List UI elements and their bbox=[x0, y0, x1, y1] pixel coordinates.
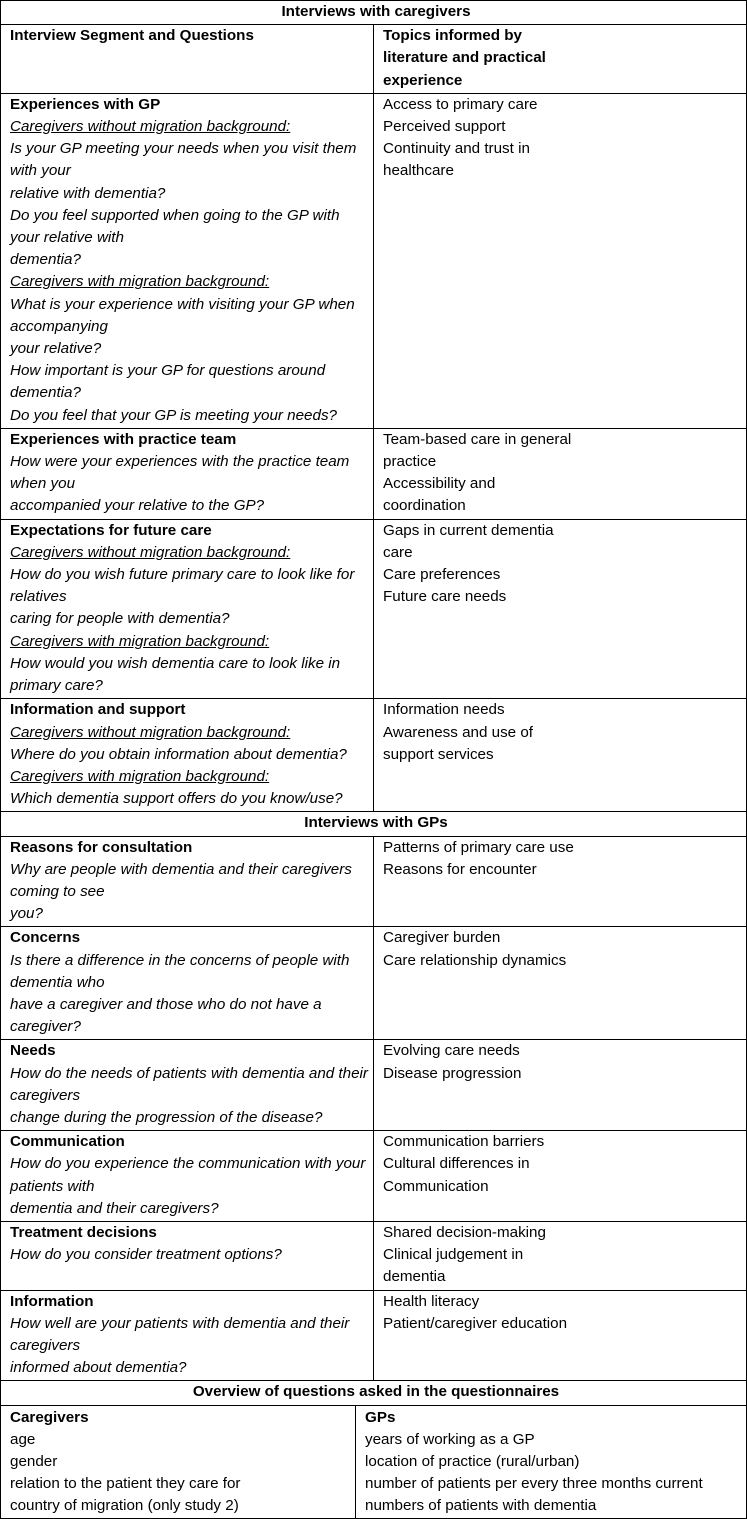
interview-question: have a caregiver and those who do not have a caregiver? bbox=[10, 995, 322, 1036]
group-label: Caregivers with migration background: bbox=[10, 767, 270, 785]
gps-section-title: Interviews with GPs bbox=[1, 812, 747, 836]
questionnaires-section-title: Overview of questions asked in the questionnaires bbox=[1, 1381, 747, 1405]
column-header-questions bbox=[1, 25, 374, 94]
topic-item: healthcare bbox=[383, 162, 454, 180]
segment-questions-cell bbox=[1, 699, 374, 812]
topic-item: Clinical judgement in bbox=[383, 1246, 524, 1264]
interview-question: Is your GP meeting your needs when you visit them with your bbox=[10, 140, 357, 180]
topic-item: Health literacy bbox=[383, 1292, 480, 1310]
topic-item: Patterns of primary care use bbox=[383, 838, 574, 856]
segment-topics-cell bbox=[374, 1131, 747, 1222]
interview-question: How do you wish future primary care to look like for relatives bbox=[10, 566, 355, 606]
topic-item: Reasons for encounter bbox=[383, 860, 537, 878]
segment-row bbox=[1, 1290, 747, 1381]
interview-question: Which dementia support offers do you know/use? bbox=[10, 790, 343, 808]
topic-item: dementia bbox=[383, 1268, 446, 1286]
interview-question: relative with dementia? bbox=[10, 184, 166, 202]
topic-item: care bbox=[383, 543, 413, 561]
segment-questions-cell bbox=[1, 1131, 374, 1222]
topic-item: Perceived support bbox=[383, 118, 506, 136]
column-header-topics bbox=[374, 25, 747, 94]
questionnaire-item: relation to the patient they care for bbox=[10, 1475, 241, 1493]
interview-question: caring for people with dementia? bbox=[10, 610, 230, 628]
interview-question: Why are people with dementia and their caregivers coming to see bbox=[10, 860, 352, 900]
segment-topics-cell bbox=[374, 1040, 747, 1131]
interview-question: accompanied your relative to the GP? bbox=[10, 497, 265, 515]
topic-item: Communication bbox=[383, 1177, 489, 1195]
segment-row bbox=[1, 428, 747, 519]
topic-item: Communication barriers bbox=[383, 1133, 545, 1151]
questionnaire-gps-heading: GPs bbox=[365, 1408, 396, 1426]
segment-topics-cell bbox=[374, 519, 747, 699]
segment-title: Reasons for consultation bbox=[10, 838, 193, 856]
topic-item: Gaps in current dementia bbox=[383, 521, 554, 539]
topic-item: Shared decision-making bbox=[383, 1223, 546, 1241]
segment-row bbox=[1, 519, 747, 699]
section-header-row bbox=[1, 1381, 747, 1405]
interview-question: How important is your GP for questions around dementia? bbox=[10, 362, 326, 402]
topic-item: Disease progression bbox=[383, 1064, 522, 1082]
segment-title: Treatment decisions bbox=[10, 1223, 157, 1241]
group-label: Caregivers without migration background: bbox=[10, 723, 291, 741]
column-header-row bbox=[1, 25, 747, 94]
interview-question: How well are your patients with dementia and their caregivers bbox=[10, 1314, 350, 1354]
interview-question: your relative? bbox=[10, 340, 102, 358]
segment-questions-cell bbox=[1, 1290, 374, 1381]
questionnaire-gps-column bbox=[356, 1406, 747, 1518]
interview-question: informed about dementia? bbox=[10, 1359, 187, 1377]
segment-title: Information and support bbox=[10, 701, 186, 719]
interview-question: you? bbox=[10, 905, 43, 923]
topic-item: Patient/caregiver education bbox=[383, 1314, 568, 1332]
questionnaire-item: numbers of patients with dementia bbox=[365, 1497, 597, 1515]
interview-question: How do you consider treatment options? bbox=[10, 1246, 282, 1264]
segment-title: Experiences with GP bbox=[10, 95, 161, 113]
header-questions-label: Interview Segment and Questions bbox=[10, 27, 254, 45]
segment-row bbox=[1, 927, 747, 1040]
topic-item: Caregiver burden bbox=[383, 929, 501, 947]
interview-question: What is your experience with visiting your GP when accompanying bbox=[10, 295, 355, 335]
topic-item: Cultural differences in bbox=[383, 1155, 530, 1173]
group-label: Caregivers with migration background: bbox=[10, 273, 270, 291]
interview-question: How would you wish dementia care to look like in primary care? bbox=[10, 654, 341, 695]
segment-topics-cell bbox=[374, 836, 747, 927]
interview-question: Where do you obtain information about dementia? bbox=[10, 745, 347, 763]
interview-question: Is there a difference in the concerns of people with dementia who bbox=[10, 951, 350, 991]
segment-row bbox=[1, 1221, 747, 1290]
segment-row bbox=[1, 1131, 747, 1222]
segment-questions-cell bbox=[1, 836, 374, 927]
interview-question: Do you feel supported when going to the GP with your relative with bbox=[10, 206, 340, 247]
topic-item: Team-based care in general bbox=[383, 430, 572, 448]
interview-question: How do you experience the communication with your patients with bbox=[10, 1155, 366, 1195]
section-header-row bbox=[1, 1, 747, 25]
header-topics-line: literature and practical bbox=[383, 49, 546, 67]
segment-row bbox=[1, 93, 747, 428]
group-label: Caregivers without migration background: bbox=[10, 118, 291, 136]
section-header-row bbox=[1, 812, 747, 836]
segment-title: Needs bbox=[10, 1042, 56, 1060]
segment-questions-cell bbox=[1, 1221, 374, 1290]
questionnaire-item: years of working as a GP bbox=[365, 1430, 535, 1448]
topic-item: Accessibility and bbox=[383, 475, 496, 493]
topic-item: support services bbox=[383, 745, 494, 763]
questionnaire-table bbox=[1, 1406, 746, 1518]
interview-question: How do the needs of patients with dementia and their caregivers bbox=[10, 1064, 368, 1104]
topic-item: Information needs bbox=[383, 701, 505, 719]
interview-question: How were your experiences with the practice team when you bbox=[10, 453, 350, 493]
interview-question: change during the progression of the disease? bbox=[10, 1108, 323, 1126]
questionnaire-item: gender bbox=[10, 1453, 58, 1470]
segment-title: Experiences with practice team bbox=[10, 430, 237, 448]
segment-questions-cell bbox=[1, 428, 374, 519]
segment-questions-cell bbox=[1, 93, 374, 428]
segment-topics-cell bbox=[374, 927, 747, 1040]
caregivers-section-title: Interviews with caregivers bbox=[1, 1, 747, 25]
segment-topics-cell bbox=[374, 1221, 747, 1290]
interview-question: dementia and their caregivers? bbox=[10, 1199, 219, 1217]
topic-item: Future care needs bbox=[383, 588, 507, 606]
topic-item: practice bbox=[383, 453, 437, 471]
segment-topics-cell bbox=[374, 93, 747, 428]
header-topics-line: experience bbox=[383, 71, 463, 89]
questionnaire-item: number of patients per every three months current bbox=[365, 1475, 703, 1493]
topic-item: Evolving care needs bbox=[383, 1042, 520, 1060]
questionnaire-item: age bbox=[10, 1430, 36, 1448]
segment-questions-cell bbox=[1, 1040, 374, 1131]
segment-topics-cell bbox=[374, 699, 747, 812]
segment-questions-cell bbox=[1, 927, 374, 1040]
segment-title: Expectations for future care bbox=[10, 521, 212, 539]
segment-row bbox=[1, 836, 747, 927]
topic-item: Continuity and trust in bbox=[383, 140, 530, 158]
interview-question: dementia? bbox=[10, 251, 81, 269]
segment-questions-cell bbox=[1, 519, 374, 699]
segment-row bbox=[1, 699, 747, 812]
segment-title: Information bbox=[10, 1292, 94, 1310]
topic-item: Care relationship dynamics bbox=[383, 951, 567, 969]
topic-item: Awareness and use of bbox=[383, 723, 534, 741]
questionnaire-item: location of practice (rural/urban) bbox=[365, 1453, 580, 1470]
segment-title: Communication bbox=[10, 1133, 125, 1151]
topic-item: Care preferences bbox=[383, 566, 501, 584]
questionnaire-item: country of migration (only study 2) bbox=[10, 1497, 239, 1515]
segment-topics-cell bbox=[374, 1290, 747, 1381]
questionnaire-caregivers-heading: Caregivers bbox=[10, 1408, 89, 1426]
questionnaire-caregivers-column bbox=[1, 1406, 356, 1518]
questionnaire-row bbox=[1, 1405, 747, 1518]
group-label: Caregivers with migration background: bbox=[10, 632, 270, 650]
topic-item: coordination bbox=[383, 497, 466, 515]
group-label: Caregivers without migration background: bbox=[10, 543, 291, 561]
header-topics-line: Topics informed by bbox=[383, 27, 522, 45]
segment-title: Concerns bbox=[10, 929, 81, 947]
questionnaire-cell bbox=[1, 1405, 747, 1518]
segment-row bbox=[1, 1040, 747, 1131]
segment-topics-cell bbox=[374, 428, 747, 519]
topic-item: Access to primary care bbox=[383, 95, 538, 113]
interview-question: Do you feel that your GP is meeting your needs? bbox=[10, 406, 337, 424]
